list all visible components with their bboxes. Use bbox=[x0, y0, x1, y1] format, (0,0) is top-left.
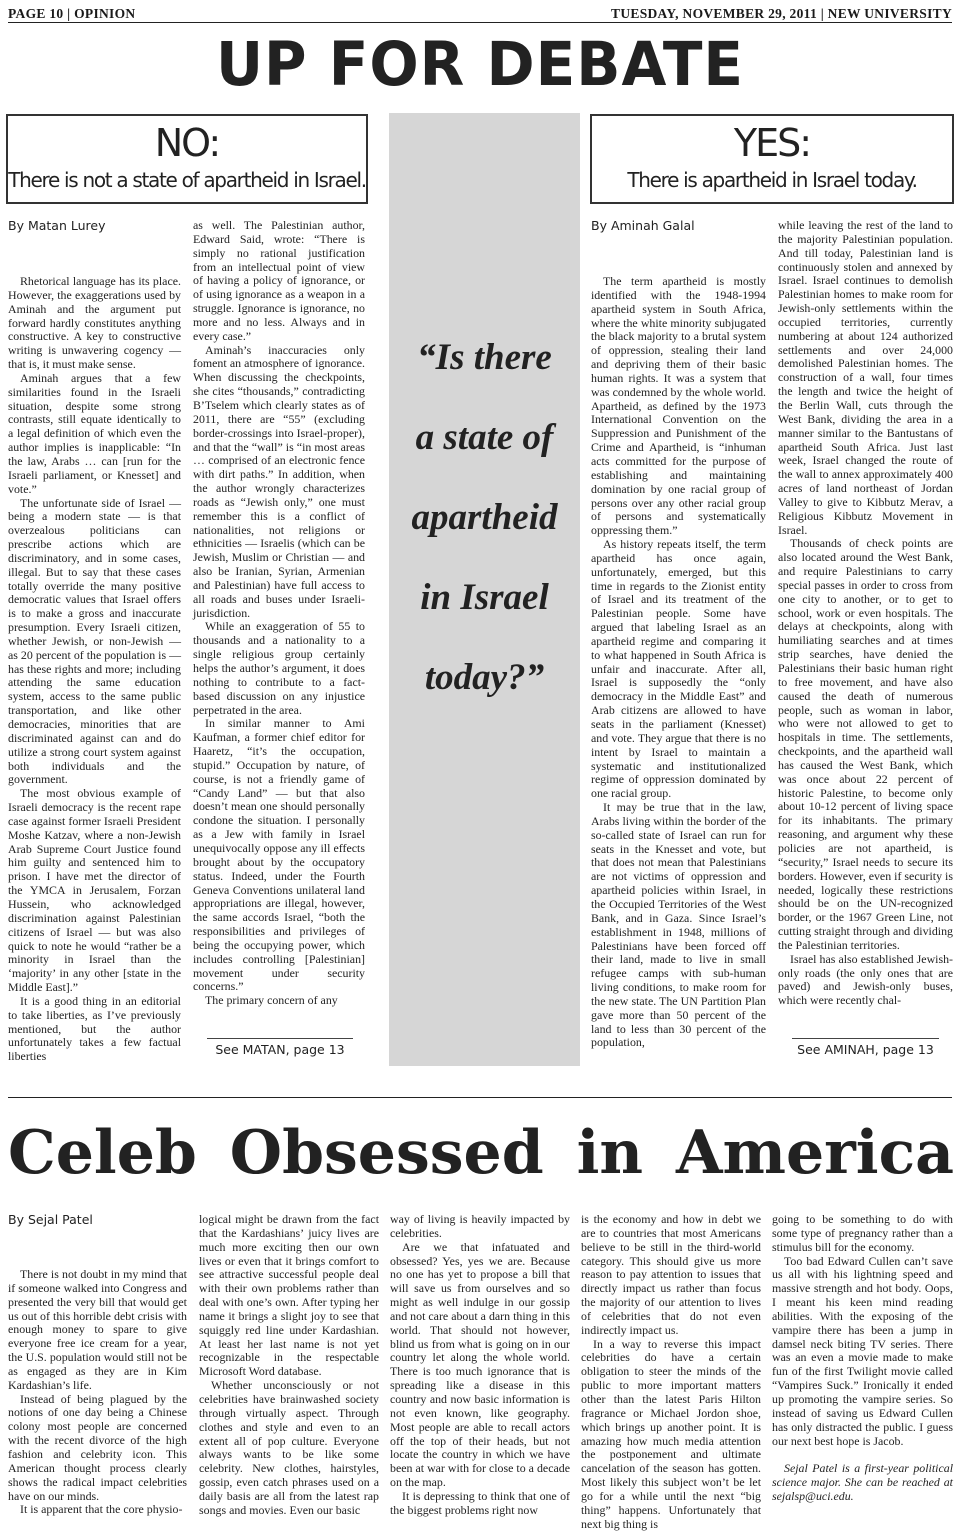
question-line: a state of bbox=[415, 417, 554, 458]
article-paragraph: The unfortunate side of Israel — being a modern state — is that overzealous politicians can prescribe actions which are discriminatory, and in some cases, illegal. But to say that these cases totally override the many positive democratic values that Israel offers is to make a gross and inaccurate presumption. Every Israeli citizen, whether Jewish, or non-Jewish — as 20 percent of the population is — has these rights and more; including attending the same education system, access to the same public transportation, and like other democracies, minorities that are discriminated against can and do utilize a strong court system against both individuals and the government. bbox=[8, 495, 181, 787]
article-paragraph: While an exaggeration of 55 to thousands and a nationality to a single religious group certainly helps the author’s argument, it does nothing to contribute to a fact-based discussion on any injustice perpetrated in the area. bbox=[193, 619, 365, 717]
question-line: apartheid bbox=[411, 497, 558, 538]
yes-statement: There is apartheid in Israel today. bbox=[627, 168, 917, 192]
section-rule bbox=[8, 1097, 952, 1098]
article-paragraph: It may be true that in the law, Arabs living within the border of the so-called state of Israel can run for seats in the Knesset and vote, but that does not mean that Palestinians are not victims of oppression and apartheid policies within Israel, in the Occupied Territories of the West Bank, and in Gaza. Since Israel’s establishment in 1948, millions of Palestinians have been forced off their land, made to live in small refugee camps with sub-human living conditions, to make room for the new state. The UN Partition Plan gave more than 50 percent of the land to less than 30 percent of the population, bbox=[591, 800, 766, 1050]
yes-jump-link[interactable]: See AMINAH, page 13 bbox=[797, 1042, 934, 1057]
article-paragraph: Rhetorical language has its place. However, the exaggerations used by Aminah and the argument put forward hardly constitutes anything constructive. A key to constructive writing is unwavering cogency — that is, it must make sense. bbox=[8, 274, 181, 372]
celeb-column-3 bbox=[390, 1213, 570, 1518]
article-paragraph: As history repeats itself, the term apartheid has once again, unfortunately, emerged, but this time in regards to the Zionist entity of Israel and its treatment of the Palestinian people. Some have argued that labeling Israel as an apartheid regime and comparing it to what happened in South Africa is unfair and inaccurate. After all, Israel is supposedly the “only democracy in the Middle East” and Arab citizens are allowed to have seats in the parliament (Knesset) and vote. They argue that there is no intent by Israel to maintain a systematic and institutionalized regime of oppression dominated by one racial group. bbox=[591, 537, 766, 801]
celeb-byline: By Sejal Patel bbox=[8, 1212, 93, 1227]
headline-word: in bbox=[576, 1118, 644, 1188]
yes-column-2 bbox=[778, 219, 953, 1008]
celeb-headline bbox=[8, 1118, 954, 1188]
celeb-column-5 bbox=[772, 1213, 953, 1504]
article-paragraph: Are we that infatuated and obsessed? Yes, yes we are. Because no one has yet to propose a bill that will save us from ourselves and so might as well indulge in our gossip and not care about a darn thing in this world. That should not however, blind us from what is going on in our country let along the whole world. There is too much ignorance that is spreading like a disease in this country and now basic information is not even known, like geography. Most people are able to recall actors off the top of their heads, but not locate the country in which we have been at war with for close to a decade on the map. bbox=[390, 1239, 570, 1490]
article-paragraph: going to be something to do with some type of pregnancy rather than a stimulus bill for the economy. bbox=[772, 1212, 953, 1254]
article-paragraph: Too bad Edward Cullen can’t save us all with his lightning speed and massive strength and hot body. Oops, I meant his keen mind reading abilities. With the exposing of the vampire there has been a jump in damsel neck biting TV series. There was an even a movie made to make fun of the first Twilight movie called “Vampires Suck.” Ironically it ended up promoting the vampire series. So instead of saving us Edward Cullen has only distracted the public. I guess our next best hope is Jacob. bbox=[772, 1253, 953, 1448]
no-column-1 bbox=[8, 275, 181, 1064]
question-line: in Israel bbox=[420, 577, 549, 618]
article-paragraph: It is apparent that the core physio- bbox=[20, 1502, 183, 1517]
article-paragraph: is the economy and how in debt we are to countries that most Americans believe to be still in the third-world category. This should give us more reason to pay attention to issues that directly impact us rather than focus the majority of our attention to lives of celebrities that do not even indirectly impact us. bbox=[581, 1212, 761, 1337]
yes-jump bbox=[792, 1038, 939, 1057]
article-paragraph: Aminah argues that a few similarities found in the Israeli situation, despite some strong contrasts, still equate identically to a legal definition of which even the author implies is inapplicable: “In the law, Arabs … can [run for the Israeli parliament, or Knesset] and vote.” bbox=[8, 370, 181, 496]
no-side-box bbox=[6, 114, 368, 204]
article-paragraph: It is depressing to think that one of the biggest problems right now bbox=[390, 1488, 570, 1517]
article-paragraph: as well. The Palestinian author, Edward Said, wrote: “There is simply no rational justification from an intellectual point of view of having a policy of ignorance, or of using ignorance as a weapon in a struggle. Ignorance is ignorance, no more and no less. Always and in every case.” bbox=[193, 218, 365, 343]
celeb-column-2 bbox=[199, 1213, 379, 1518]
article-paragraph: The primary concern of any bbox=[205, 993, 338, 1008]
article-paragraph: logical might be drawn from the fact that the Kardashians’ juicy lives are much more exciting then our own lives or even that it brings comfort to see attractive successful people deal with their own problems rather than deal with one’s own. After typing her name it brings a slight joy to see that squiggly red line under Kardashian. At least her last name is not yet recognizable in the respectable Microsoft Word database. bbox=[199, 1212, 379, 1379]
article-paragraph: Aminah’s inaccuracies only foment an atmosphere of ignorance. When discussing the checkpoints, she cites “thousands,” contradicting B’Tselem which clearly states as of 2011, there are “55” (excluding border-crossings into Israel-proper), and that the “wall” is “in most areas … comprised of an electronic fence with dirt paths.” In addition, when the author wrongly characterizes roads as “Jewish only,” one must remember this is a conflict of nationalities, not religions or ethnicities — Israelis (which can be Jewish, Muslim or Christian — and also be Iranian, Syrian, Armenian and Palestinian) have full access to all roads and buses under Israeli-jurisdiction. bbox=[193, 342, 365, 620]
celeb-column-4 bbox=[581, 1213, 761, 1531]
yes-label: YES: bbox=[733, 121, 811, 165]
headline-word: America bbox=[675, 1118, 954, 1188]
jump-rule bbox=[207, 1038, 353, 1039]
no-jump-link[interactable]: See MATAN, page 13 bbox=[215, 1042, 345, 1057]
article-paragraph: Instead of being plagued by the notions of one day being a Chinese colony most people are concerned with the recent divorce of the high fashion and celebrity icon. This American thought process clearly shows the radical impact celebrities have on our minds. bbox=[8, 1391, 187, 1503]
top-rule bbox=[8, 22, 952, 23]
article-paragraph: There is not doubt in my mind that if someone walked into Congress and presented the very bill that would get us out of this horrible debt crisis with enough money to spare to give everyone free ice cream for a year, the U.S. population would still not be as engaged as they are in Kim Kardashian’s life. bbox=[8, 1267, 187, 1392]
celeb-column-1 bbox=[8, 1268, 187, 1517]
article-paragraph: way of living is heavily impacted by celebrities. bbox=[390, 1212, 570, 1240]
article-paragraph: Thousands of check points are also located around the West Bank, and require Palestinians to carry special passes in order to cross from one city to another, or to get to school, work or even hospitals. The delays at checkpoints, along with humiliating searches and at times strip searches, have denied the Palestinians their basic human right to free movement, and have also caused the death of numerous people, such as woman in labor, who were not allowed to get to hospitals in time. The settlements, checkpoints, and the apartheid wall has caused the West Bank, which was once about 22 percent of historic Palestine, to become only about 10-12 percent of living space for its inhabitants. The primary reasoning, and argument why these policies are not apartheid, is “security,” Israel needs to secure its borders. However, even if security is needed, logically these restrictions should be on the UN-recognized border, or the 1967 Green Line, not cutting straight through and dividing the Palestinian territories. bbox=[778, 536, 953, 952]
article-paragraph: Israel has also established Jewish-only roads (the only ones that are paved) and Jewish-only buses, which were recently chal- bbox=[778, 951, 953, 1008]
article-paragraph: In similar manner to Ami Kaufman, a former chief editor for Haaretz, “it’s the occupation, stupid.” Occupation by nature, of course, is not a friendly game of “Candy Land” — but that also doesn’t mean one should personally condone the situation. I personally as a Jew with family in Israel unequivocally oppose any ill effects brought about by the occupatory status. Indeed, under the Fourth Geneva Conventions unilateral land appropriations are illegal, however, the same accords Israel, “both the responsibilities and privileges of being the occupying power, which includes controlling [Palestinian] movement under security concerns.” bbox=[193, 716, 365, 994]
article-paragraph: Whether unconsciously or not celebrities have brainwashed society through virtually aspect. Through clothes and style and even to an extent all of pop culture. Everyone always wants to be like some celebrity. New clothes, hairstyles, gossip, even catch phrases used on a daily basis are all from the latest rap songs and movies. Even our basic bbox=[199, 1378, 379, 1517]
question-line: today?” bbox=[424, 657, 545, 698]
article-paragraph: while leaving the rest of the land to the majority Palestinian population. And till today, Palestinian land is continuously stolen and annexed by Israel. Israel continues to demolish Palestinian homes to make room for Jewish-only settlements within the occupied territories, currently numbering at about 124 authorized settlements and over 24,000 demolished Palestinian homes. The construction of a wall, four times the length and twice the height of the Berlin Wall, cuts through the West Bank, dividing the area in a manner similar to the Bantustans of apartheid South Africa. Just last week, Israel changed the route of the wall to annex approximately 400 acres of land northeast of Jordan Valley to give to Kibbutz Merav, a Religious Kibbutz Movement in Israel. bbox=[778, 218, 953, 537]
article-paragraph: It is a good thing in an editorial to take liberties, as I’ve previously mentioned, but the author unfortunately takes a few factual liberties bbox=[8, 993, 181, 1064]
debate-question bbox=[389, 318, 580, 718]
article-paragraph: The most obvious example of Israeli democracy is the recent rape case against former Israeli President Moshe Katzav, where a non-Jewish Arab Supreme Court Justice found him guilty and sentenced him to prison. I have met the director of the YMCA in Jerusalem, Forzan Hussein, who acknowledged discrimination against Palestinian citizens of Israel — but was also quick to note he would “rather be a minority in Israel than the ‘majority’ in any other [state in the Middle East].” bbox=[8, 786, 181, 995]
headline-word: Celeb bbox=[8, 1118, 197, 1188]
headline-word: Obsessed bbox=[229, 1118, 544, 1188]
question-line: “Is there bbox=[417, 337, 552, 378]
debate-headline: UP FOR DEBATE bbox=[215, 28, 745, 100]
no-jump bbox=[207, 1038, 353, 1057]
no-statement: There is not a state of apartheid in Israel. bbox=[8, 168, 366, 192]
folio-date: TUESDAY, NOVEMBER 29, 2011 | NEW UNIVERSITY bbox=[611, 6, 952, 21]
author-tagline: Sejal Patel is a first-year political science major. She can be reached at sejalsp@uci.edu. bbox=[772, 1461, 953, 1504]
no-column-2 bbox=[193, 219, 365, 1008]
yes-byline: By Aminah Galal bbox=[591, 218, 695, 233]
article-paragraph: In a way to reverse this impact celebrities do have a certain obligation to steer the minds of the public to more important matters other than the latest Paris Hilton fragrance or Michael Jordon shoe, which brings up another point. It is amazing how much media attention the postponement and ultimate cancelation of the season has gotten. Most likely this subject won’t be let go for a while until the next “big thing” happens. Unfortunately that next big thing is bbox=[581, 1336, 761, 1531]
no-byline: By Matan Lurey bbox=[8, 218, 106, 233]
jump-rule bbox=[792, 1038, 939, 1039]
yes-side-box bbox=[590, 114, 954, 204]
yes-column-1 bbox=[591, 275, 766, 1050]
article-paragraph: The term apartheid is mostly identified with the 1948-1994 apartheid system in South Africa, where the white minority subjugated the black majority to a brutal system of oppression, stealing their land and depriving them of their basic human rights. It was a system that was condemned by the whole world. Apartheid, as defined by the 1973 International Convention on the Suppression and Punishment of the Crime and Apartheid, is “inhuman acts committed for the purpose of establishing and maintaining domination by one racial group of persons over any other racial group of persons and systematically oppressing them.” bbox=[591, 274, 766, 538]
no-label: NO: bbox=[154, 121, 220, 165]
folio-section: PAGE 10 | OPINION bbox=[8, 6, 136, 21]
